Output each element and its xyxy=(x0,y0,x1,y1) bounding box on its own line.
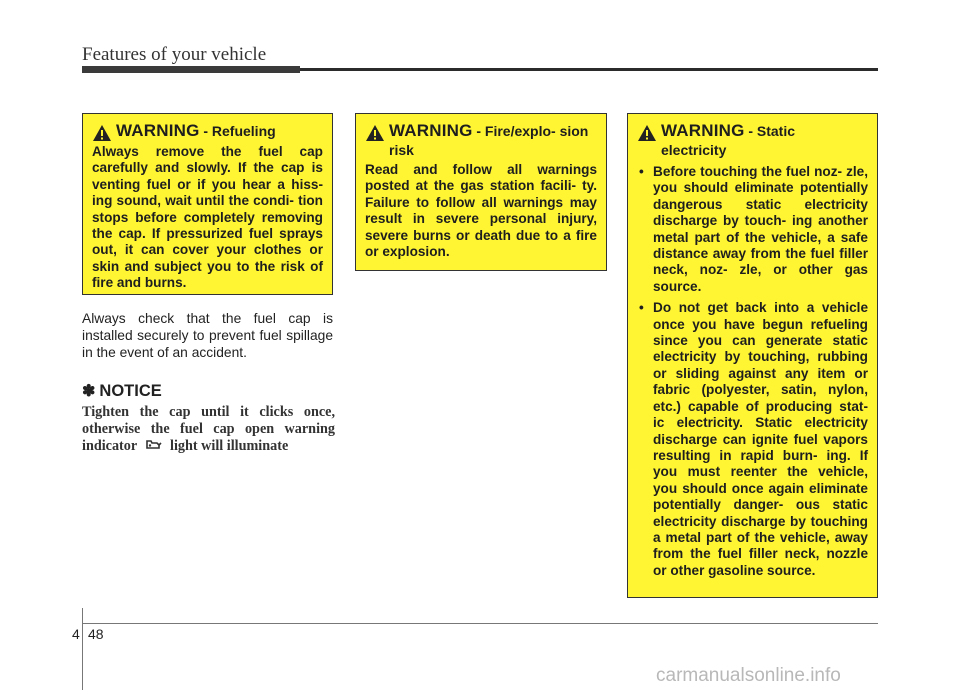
warning-box-static-electricity xyxy=(627,113,878,598)
notice-star-icon: ✽ xyxy=(82,383,96,400)
warning-subtitle: - Static electricity xyxy=(661,123,796,158)
footer-divider xyxy=(82,608,83,690)
header-bar xyxy=(82,66,300,73)
warning-header xyxy=(637,122,868,160)
chapter-number: 4 xyxy=(72,626,80,642)
watermark-text: carmanualsonline.info xyxy=(656,665,841,686)
warning-subtitle: - Fire/explo- sion risk xyxy=(389,123,589,158)
fuel-cap-warning-icon xyxy=(144,439,162,451)
warning-body: Read and follow all warnings posted at the gas station facili- ty. Failure to follow all warnings may result in severe personal injury, severe burns or death due to a fire or explosion. xyxy=(365,162,597,260)
warning-header xyxy=(365,122,597,160)
warning-box-fire-explosion xyxy=(355,113,607,271)
footer-rule xyxy=(82,623,878,624)
warning-triangle-icon xyxy=(365,124,385,142)
warning-header xyxy=(92,122,323,142)
fuel-cap-paragraph: Always check that the fuel cap is installed securely to prevent fuel spillage in the event of an accident. xyxy=(82,311,333,360)
warning-triangle-icon xyxy=(92,124,112,142)
warning-bullet: • Before touching the fuel noz- zle, you should eliminate potentially dangerous static electricity discharge by touch- ing another metal part of the vehicle, a safe distance away from the fuel filler neck, noz- zle, or other gas source. xyxy=(637,164,868,295)
warning-subtitle: - Refueling xyxy=(203,123,276,139)
warning-label: WARNING xyxy=(116,121,200,140)
notice-text xyxy=(82,404,335,455)
warning-box-refueling xyxy=(82,113,333,295)
warning-bullet-list xyxy=(637,164,868,579)
warning-label: WARNING xyxy=(661,121,745,140)
notice-title: NOTICE xyxy=(99,381,162,400)
warning-label: WARNING xyxy=(389,121,473,140)
notice-text-before: Tighten the cap until it clicks once, otherwise the fuel cap open warning indicator xyxy=(82,404,335,454)
notice-text-after: light will illuminate xyxy=(170,438,289,454)
warning-body: Always remove the fuel cap carefully and slowly. If the cap is venting fuel or if you hear a hiss- ing sound, wait until the condi- tion stops before completely removing the cap. If pressurized fuel sprays out, it can cover your clothes or skin and subject you to the risk of fire and burns. xyxy=(92,144,323,291)
page-header-title: Features of your vehicle xyxy=(82,44,267,65)
warning-triangle-icon xyxy=(637,124,657,142)
page-number: 48 xyxy=(88,626,104,642)
notice-heading xyxy=(82,381,162,401)
warning-bullet: • Do not get back into a vehicle once you have begun refueling since you can generate static electricity by touching, rubbing or sliding against any item or fabric (polyester, satin, nylon, etc.) capable of producing stat- ic electricity. Static electricity discharge can ignite fuel vapors resulting in rapid burn- ing. If you must reenter the vehicle, you should once again eliminate potentially danger- ous static electricity discharge by touching a metal part of the vehicle, away from the fuel filler neck, nozzle or other gasoline source. xyxy=(637,300,868,579)
